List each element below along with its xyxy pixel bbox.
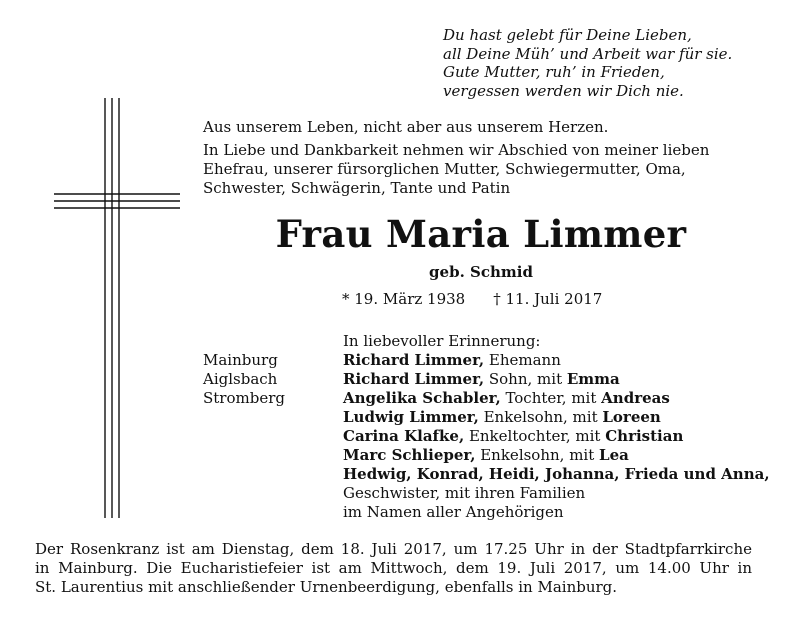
mourner-line bbox=[343, 484, 773, 503]
mourner-line bbox=[343, 446, 773, 465]
memory-heading: In liebevoller Erinnerung: bbox=[343, 332, 541, 350]
town: Mainburg bbox=[203, 351, 278, 369]
mourner-name: Ludwig Limmer, bbox=[343, 408, 479, 426]
partner-name: Emma bbox=[566, 370, 620, 388]
service-info-line: St. Laurentius mit anschließender Urnenbeerdigung, ebenfalls in Mainburg. bbox=[35, 578, 618, 596]
maiden-name: geb. Schmid bbox=[429, 263, 533, 281]
mourner-name: Marc Schlieper, bbox=[343, 446, 476, 464]
mourner-relation: im Namen aller Angehörigen bbox=[343, 503, 564, 521]
mourner-line bbox=[343, 427, 773, 446]
poem-line: Gute Mutter, ruh’ in Frieden, bbox=[443, 63, 665, 81]
farewell-line: Schwester, Schwägerin, Tante und Patin bbox=[203, 179, 511, 197]
mourner-name: Angelika Schabler, bbox=[343, 389, 501, 407]
mourner-name: Carina Klafke, bbox=[343, 427, 465, 445]
partner-name: Christian bbox=[605, 427, 684, 445]
poem-line: all Deine Müh’ und Arbeit war für sie. bbox=[443, 44, 733, 63]
mourner-list bbox=[343, 351, 773, 522]
mourner-relation: Enkelsohn, mit bbox=[475, 446, 600, 464]
farewell-line: In Liebe und Dankbarkeit nehmen wir Abschied von meiner lieben bbox=[203, 141, 710, 159]
mourner-relation: Enkelsohn, mit bbox=[478, 408, 603, 426]
intro-line: Aus unserem Leben, nicht aber aus unserem Herzen. bbox=[203, 118, 609, 136]
partner-name: Andreas bbox=[601, 389, 670, 407]
poem-line: vergessen werden wir Dich nie. bbox=[443, 81, 684, 100]
mourner-relation: Geschwister, mit ihren Familien bbox=[343, 484, 586, 502]
mourner-line bbox=[343, 370, 773, 389]
mourner-relation: Tochter, mit bbox=[500, 389, 602, 407]
partner-name: Loreen bbox=[602, 408, 661, 426]
mourner-line bbox=[343, 503, 773, 522]
mourner-line bbox=[343, 351, 773, 370]
town: Stromberg bbox=[203, 389, 285, 407]
mourner-line bbox=[343, 408, 773, 427]
service-info-line: Der Rosenkranz ist am Dienstag, dem 18. Juli 2017, um 17.25 Uhr in der Stadtpfarrkirche bbox=[35, 540, 752, 558]
deceased-name: Frau Maria Limmer bbox=[275, 212, 687, 256]
farewell-line: Ehefrau, unserer fürsorglichen Mutter, Schwiegermutter, Oma, bbox=[203, 160, 686, 178]
cross-icon bbox=[54, 98, 180, 518]
farewell-paragraph bbox=[203, 141, 768, 198]
mourner-name: Hedwig, Konrad, Heidi, Johanna, Frieda und Anna, bbox=[343, 465, 770, 483]
mourner-line bbox=[343, 465, 773, 484]
poem-line: Du hast gelebt für Deine Lieben, bbox=[443, 26, 692, 44]
partner-name: Lea bbox=[599, 446, 629, 464]
intro-text bbox=[203, 118, 768, 198]
birth-date: * 19. März 1938 bbox=[342, 290, 466, 308]
mourner-relation: Ehemann bbox=[484, 351, 561, 369]
mourner-name: Richard Limmer, bbox=[343, 351, 485, 369]
town: Aiglsbach bbox=[203, 370, 278, 388]
death-date: † 11. Juli 2017 bbox=[493, 290, 603, 308]
service-info bbox=[35, 540, 752, 597]
poem bbox=[443, 26, 778, 100]
mourner-name: Richard Limmer, bbox=[343, 370, 485, 388]
mourner-relation: Enkeltochter, mit bbox=[464, 427, 606, 445]
town-list bbox=[203, 351, 333, 408]
mourner-relation: Sohn, mit bbox=[484, 370, 567, 388]
service-info-line: in Mainburg. Die Eucharistiefeier ist am Mittwoch, dem 19. Juli 2017, um 14.00 Uhr in bbox=[35, 559, 752, 577]
mourner-line bbox=[343, 389, 773, 408]
life-dates bbox=[342, 290, 762, 309]
